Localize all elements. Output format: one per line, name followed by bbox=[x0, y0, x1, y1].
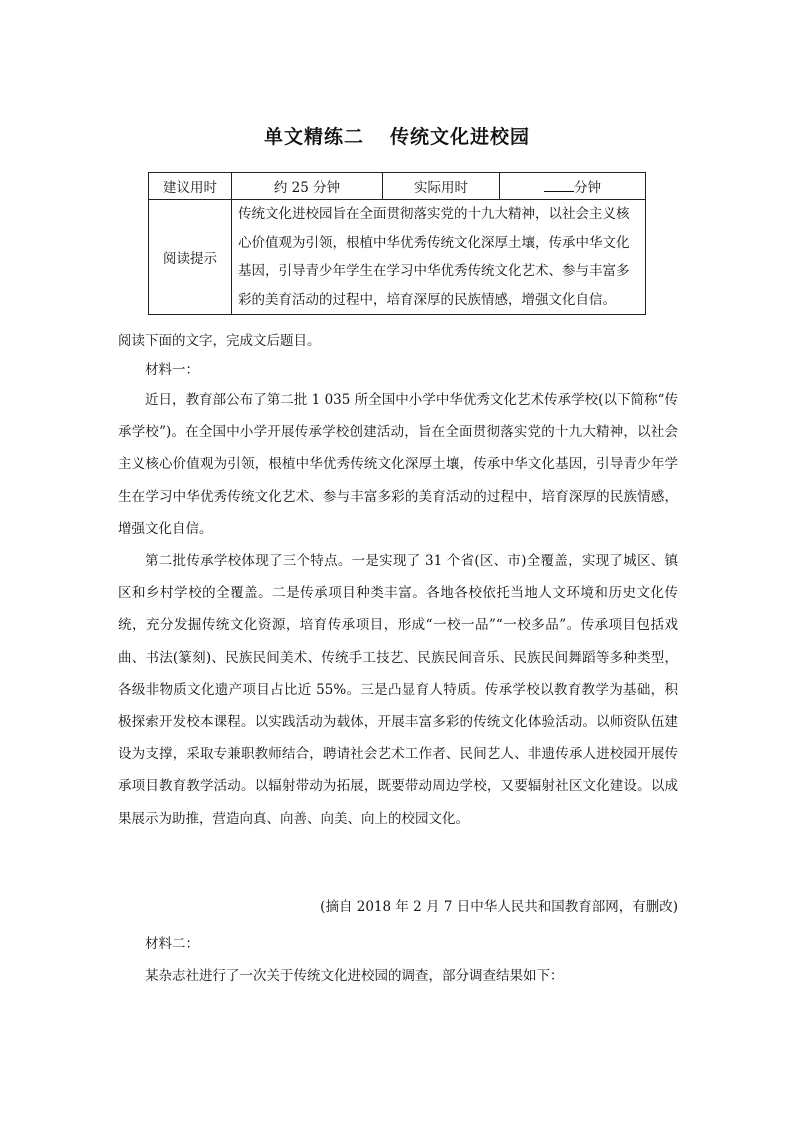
material2-label: 材料二： bbox=[145, 936, 199, 952]
actual-time-label: 实际用时 bbox=[383, 173, 500, 200]
actual-time-unit: 分钟 bbox=[574, 180, 601, 196]
instruction bbox=[118, 329, 678, 353]
material1-paragraph-1: 近日，教育部公布了第二批 1 035 所全国中小学中华优秀文化艺术传承学校(以下简称“传承学校”)。在全国中小学开展传承学校创建活动，旨在全面贯彻落实党的十九大精神，以社会主义核心价值观为引领，根植中华优秀传统文化深厚土壤，传承中华文化基因，引导青少年学生在学习中华优秀传统文化艺术、参与丰富多彩的美育活动的过程中，培育深厚的民族情感，增强文化自信。 bbox=[118, 392, 678, 537]
title-sub: 传统文化进校园 bbox=[390, 126, 531, 148]
reading-hint-label: 阅读提示 bbox=[149, 200, 232, 315]
info-table bbox=[148, 172, 646, 315]
page-title bbox=[0, 122, 794, 149]
material1-paragraph-2: 第二批传承学校体现了三个特点。一是实现了 31 个省(区、市)全覆盖，实现了城区、镇区和乡村学校的全覆盖。二是传承项目种类丰富。各地各校依托当地人文环境和历史文化传统，充分发掘传统文化资源，培育传承项目，形成“一校一品”“一校多品”。传承项目包括戏曲、书法(篆刻)、民族民间美术、传统手工技艺、民族民间音乐、民族民间舞蹈等多种类型，各级非物质文化遗产项目占比近 55%。三是凸显育人特质。传承学校以教育教学为基础，积极探索开发校本课程。以实践活动为载体，开展丰富多彩的传统文化体验活动。以师资队伍建设为支撑，采取专兼职教师结合，聘请社会艺术工作者、民间艺人、非遗传承人进校园开展传承项目教育教学活动。以辐射带动为拓展，既要带动周边学校，又要辐射社区文化建设。以成果展示为助推，营造向真、向善、向美、向上的校园文化。 bbox=[118, 553, 678, 827]
material2-paragraph-1: 某杂志社进行了一次关于传统文化进校园的调查，部分调查结果如下： bbox=[145, 968, 564, 985]
material1 bbox=[118, 356, 678, 835]
info-table-hint-row bbox=[149, 200, 646, 315]
material1-source: (摘自 2018 年 2 月 7 日中华人民共和国教育部网，有删改) bbox=[320, 899, 678, 915]
suggest-time-value: 约 25 分钟 bbox=[232, 173, 383, 200]
material1-label: 材料一： bbox=[145, 362, 199, 378]
actual-time-cell bbox=[500, 173, 646, 200]
actual-time-blank[interactable] bbox=[544, 179, 574, 192]
suggest-time-label: 建议用时 bbox=[149, 173, 232, 200]
material2 bbox=[118, 928, 678, 992]
info-table-head-row bbox=[149, 173, 646, 200]
instruction-text: 阅读下面的文字，完成文后题目。 bbox=[118, 333, 321, 349]
title-main: 单文精练二 bbox=[263, 126, 364, 148]
reading-hint-text: 传统文化进校园旨在全面贯彻落实党的十九大精神，以社会主义核心价值观为引领，根植中华优秀传统文化深厚土壤，传承中华文化基因，引导青少年学生在学习中华优秀传统文化艺术、参与丰富多彩的美育活动的过程中，培育深厚的民族情感，增强文化自信。 bbox=[232, 200, 646, 315]
